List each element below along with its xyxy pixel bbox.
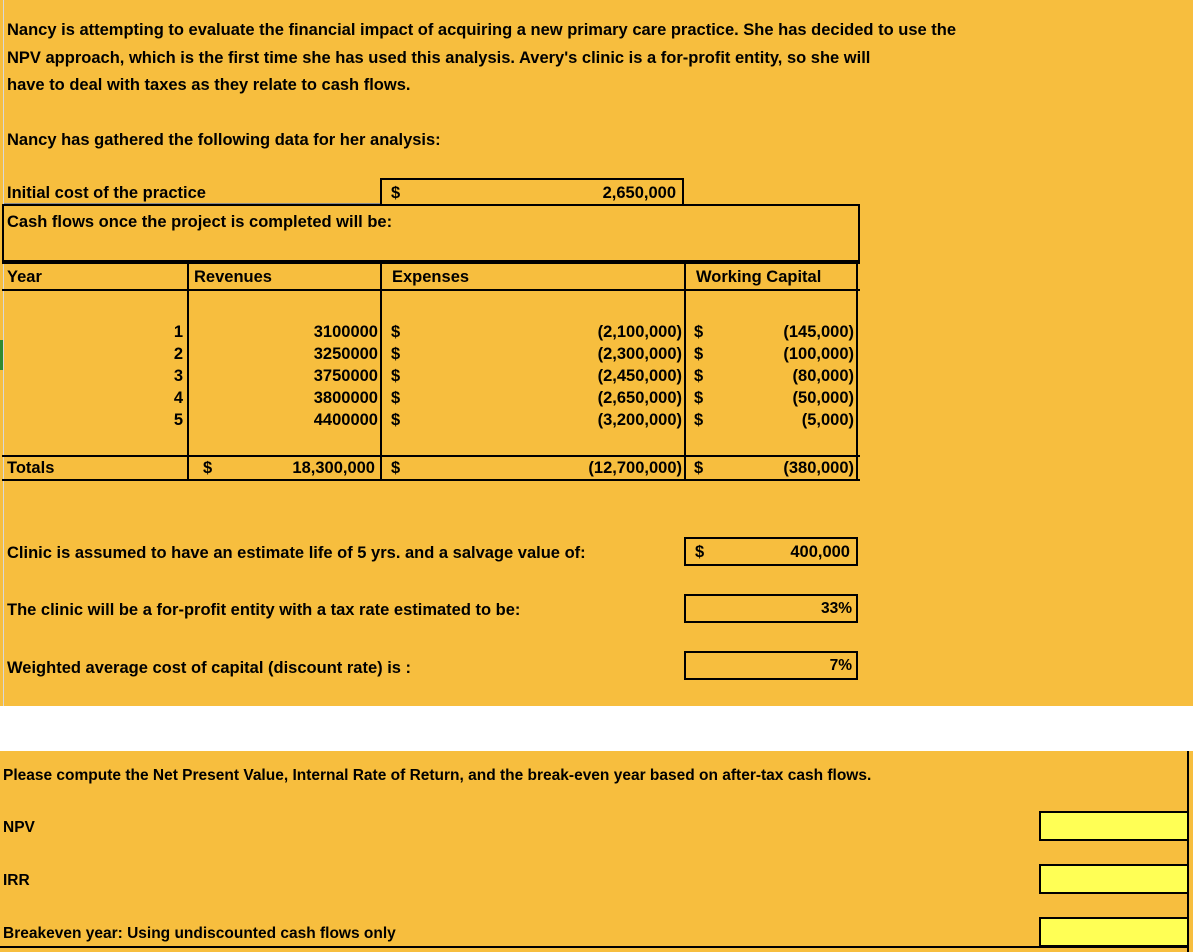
row-header-border: [3, 0, 4, 706]
header-bottom-border: [2, 289, 860, 291]
year-cell: 3: [173, 367, 183, 385]
wc-currency: $: [694, 367, 704, 385]
intro-line-2: NPV approach, which is the first time she has used this analysis. Avery's clinic is a for-profit entity, so she will: [7, 49, 871, 67]
initial-cost-label: Initial cost of the practice: [7, 184, 206, 202]
question-prompt: Please compute the Net Present Value, Internal Rate of Return, and the break-even year based on after-tax cash flows.: [3, 767, 872, 784]
expense-cell: (2,100,000): [597, 323, 682, 341]
expense-cell: (3,200,000): [597, 411, 682, 429]
expense-currency: $: [391, 345, 401, 363]
expense-cell: (2,300,000): [597, 345, 682, 363]
totals-label: Totals: [7, 459, 55, 477]
totals-wc: (380,000): [783, 459, 854, 477]
expense-currency: $: [391, 389, 401, 407]
wc-currency: $: [694, 323, 704, 341]
header-year: Year: [7, 268, 42, 286]
intro-line-3: have to deal with taxes as they relate to cash flows.: [7, 76, 411, 94]
breakeven-label: Breakeven year: Using undiscounted cash flows only: [3, 925, 396, 942]
col-border: [380, 262, 382, 481]
irr-label: IRR: [3, 872, 30, 889]
selection-marker: [0, 340, 3, 370]
col-border: [684, 262, 686, 481]
npv-label: NPV: [3, 819, 35, 836]
salvage-label: Clinic is assumed to have an estimate life of 5 yrs. and a salvage value of:: [7, 544, 586, 562]
expense-cell: (2,650,000): [597, 389, 682, 407]
totals-revenue: 18,300,000: [292, 459, 375, 477]
wc-cell: (5,000): [801, 411, 854, 429]
initial-cost-currency: $: [391, 184, 401, 202]
breakeven-answer-cell[interactable]: [1039, 917, 1189, 947]
revenue-cell: 3100000: [313, 323, 378, 341]
salvage-currency: $: [695, 543, 705, 561]
totals-expense: (12,700,000): [588, 459, 682, 477]
revenue-cell: 3800000: [313, 389, 378, 407]
year-cell: 5: [173, 411, 183, 429]
totals-expense-currency: $: [391, 459, 401, 477]
totals-wc-currency: $: [694, 459, 704, 477]
intro-line-4: Nancy has gathered the following data for her analysis:: [7, 131, 441, 149]
wacc-value: 7%: [829, 657, 852, 674]
wc-cell: (80,000): [792, 367, 854, 385]
cash-flows-label: Cash flows once the project is completed will be:: [7, 213, 393, 231]
totals-bottom-border: [2, 479, 860, 481]
salvage-value: 400,000: [790, 543, 850, 561]
year-cell: 2: [173, 345, 183, 363]
tax-value: 33%: [820, 600, 852, 617]
revenue-cell: 3750000: [313, 367, 378, 385]
expense-currency: $: [391, 411, 401, 429]
bottom-border: [0, 946, 1189, 948]
wc-cell: (50,000): [792, 389, 854, 407]
expense-currency: $: [391, 367, 401, 385]
header-expenses: Expenses: [392, 268, 470, 286]
irr-answer-cell[interactable]: [1039, 864, 1189, 894]
tax-label: The clinic will be a for-profit entity with a tax rate estimated to be:: [7, 601, 521, 619]
year-cell: 4: [173, 389, 183, 407]
expense-currency: $: [391, 323, 401, 341]
npv-answer-cell[interactable]: [1039, 811, 1189, 841]
col-border: [187, 262, 189, 481]
revenue-cell: 3250000: [313, 345, 378, 363]
intro-line-1: Nancy is attempting to evaluate the financial impact of acquiring a new primary care practice. She has decided to use the: [7, 21, 957, 39]
wc-cell: (145,000): [783, 323, 854, 341]
totals-top-border: [2, 455, 860, 457]
wacc-label: Weighted average cost of capital (discount rate) is :: [7, 659, 412, 677]
header-revenues: Revenues: [194, 268, 272, 286]
col-border: [856, 262, 858, 481]
year-cell: 1: [173, 323, 183, 341]
header-working-capital: Working Capital: [696, 268, 822, 286]
revenue-cell: 4400000: [313, 411, 378, 429]
wc-currency: $: [694, 411, 704, 429]
wc-cell: (100,000): [783, 345, 854, 363]
initial-cost-value: 2,650,000: [602, 184, 676, 202]
totals-revenue-currency: $: [203, 459, 213, 477]
wc-currency: $: [694, 389, 704, 407]
wc-currency: $: [694, 345, 704, 363]
expense-cell: (2,450,000): [597, 367, 682, 385]
header-top-border: [2, 262, 860, 264]
